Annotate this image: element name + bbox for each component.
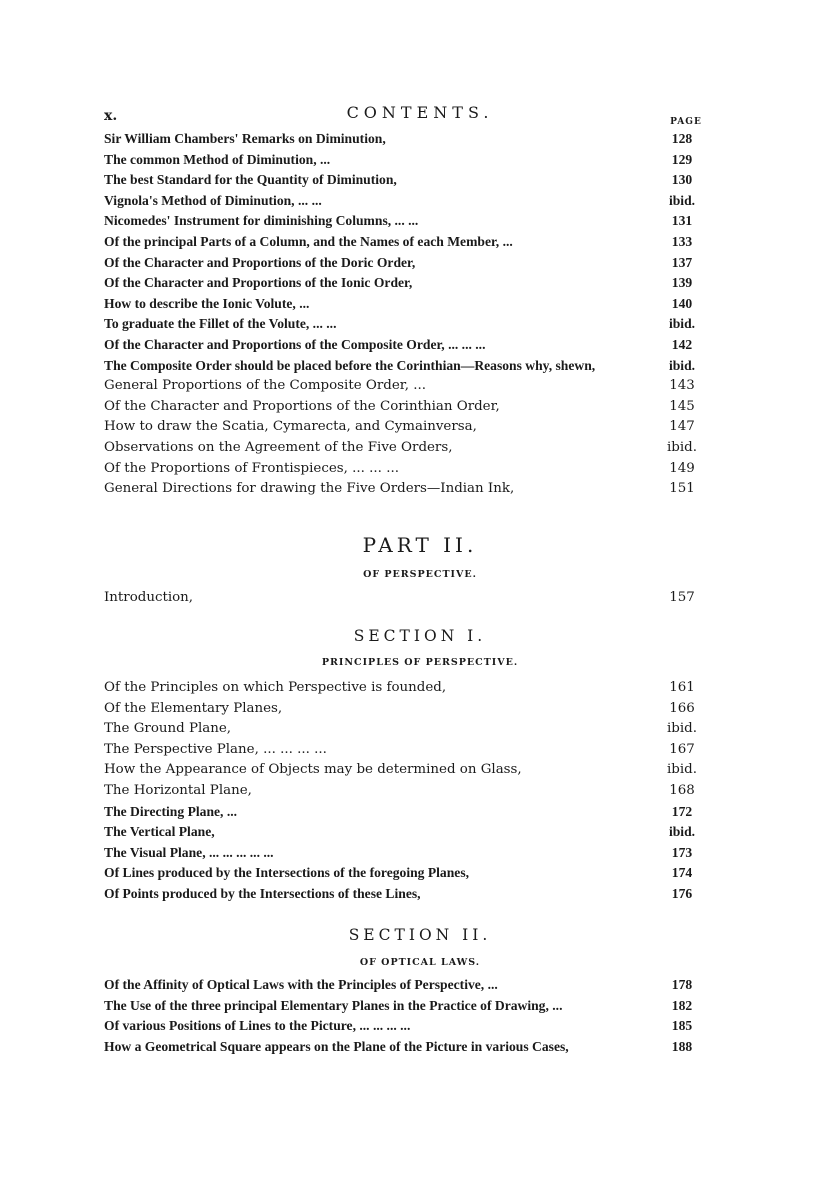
contents-entry [104,335,704,356]
entry-title: The Ground Plane, [104,721,232,737]
entry-page-number: 151 [669,481,695,497]
contents-entry [104,740,704,761]
contents-entry [104,843,704,864]
entry-page-number: 149 [669,460,695,476]
contents-entry [104,417,704,438]
entry-page-number: 172 [671,803,693,819]
entry-page-number: 188 [671,1038,693,1054]
contents-entry [104,1016,704,1037]
entry-title: The best Standard for the Quantity of Diminution, [104,172,397,188]
entry-page-number: ibid. [668,357,696,373]
contents-entry [104,863,704,884]
contents-entry [104,376,704,397]
contents-entry [104,760,704,781]
entry-title: The Composite Order should be placed before the Corinthian—Reasons why, shewn, [104,357,596,373]
contents-entry [104,397,704,418]
entry-title: How the Appearance of Objects may be determined on Glass, [104,762,522,778]
contents-entry [104,211,704,232]
entry-title: The common Method of Diminution, ... [104,151,331,167]
entry-title: The Horizontal Plane, [104,782,252,798]
entry-title: General Directions for drawing the Five Orders—Indian Ink, [104,481,515,497]
contents-entry [104,1037,704,1058]
entry-title: Introduction, [104,590,194,605]
entry-page-number: 131 [671,213,693,229]
entry-page-number: 157 [669,590,695,605]
contents-entry [104,170,704,191]
entry-title: Of the Proportions of Frontispieces, ... ... ... [104,460,399,476]
entry-title: Sir William Chambers' Remarks on Diminution, [104,131,386,146]
contents-entry [104,273,704,294]
contents-entry [104,975,704,996]
contents-entry [104,314,704,335]
folio-number: x. [104,108,118,124]
entry-page-number: 178 [671,977,693,992]
page-column-label: PAGE [670,117,702,127]
contents-entry [104,129,704,150]
contents-entry [104,822,704,843]
entry-title: Of various Positions of Lines to the Picture, ... ... ... ... [104,1018,411,1034]
entry-title: General Proportions of the Composite Order, ... [104,378,426,394]
entry-title: Vignola's Method of Diminution, ... ... [104,192,322,208]
entry-page-number: 185 [671,1018,693,1034]
entry-page-number: ibid. [668,316,696,332]
contents-entry [104,356,704,377]
entry-title: Of the Elementary Planes, [104,700,283,716]
entry-title: How to draw the Scatia, Cymarecta, and Cymainversa, [104,419,477,435]
entry-page-number: 142 [671,336,693,352]
section2-heading: SECTION II. [348,926,492,944]
section1-heading: SECTION I. [353,627,487,645]
contents-entry [104,588,704,609]
part-subheading: OF PERSPECTIVE. [363,569,477,580]
entry-page-number: 182 [671,997,693,1013]
part-heading: PART II. [362,533,478,557]
section2-subheading: OF OPTICAL LAWS. [359,957,481,968]
entry-page-number: 129 [671,151,693,167]
contents-list-part2 [104,588,704,609]
entry-title: How to describe the Ionic Volute, ... [104,295,310,311]
entry-title: Of the principal Parts of a Column, and the Names of each Member, ... [104,233,513,249]
contents-list-section1 [104,678,704,905]
contents-entry [104,678,704,699]
contents-entry [104,781,704,802]
entry-title: Nicomedes' Instrument for diminishing Columns, ... ... [104,213,419,229]
contents-entry [104,253,704,274]
entry-title: The Directing Plane, ... [104,803,238,819]
contents-entry [104,191,704,212]
entry-page-number: 139 [671,275,693,291]
entry-page-number: 143 [669,378,695,394]
section1-subheading: PRINCIPLES OF PERSPECTIVE. [321,657,519,668]
entry-title: How a Geometrical Square appears on the Plane of the Picture in various Cases, [104,1038,569,1054]
entry-title: Of Points produced by the Intersections of these Lines, [104,885,421,901]
contents-entry [104,996,704,1017]
entry-title: To graduate the Fillet of the Volute, ... ... [104,316,337,332]
entry-title: Of the Character and Proportions of the Corinthian Order, [104,398,500,414]
contents-entry [104,802,704,823]
contents-entry [104,699,704,720]
contents-list-section2 [104,975,704,1057]
entry-page-number: ibid. [667,721,697,737]
contents-entry [104,438,704,459]
entry-page-number: ibid. [667,762,697,778]
entry-title: Of the Affinity of Optical Laws with the Principles of Perspective, ... [104,977,498,992]
entry-page-number: 133 [671,233,693,249]
entry-page-number: 145 [669,398,695,414]
contents-entry [104,294,704,315]
contents-entry [104,232,704,253]
running-head: CONTENTS. [346,103,494,122]
entry-page-number: 168 [669,782,695,798]
entry-title: Observations on the Agreement of the Five Orders, [104,439,453,455]
entry-title: Of the Character and Proportions of the Composite Order, ... ... ... [104,336,486,352]
entry-page-number: 176 [671,885,693,901]
entry-title: Of the Character and Proportions of the Doric Order, [104,254,416,270]
entry-title: Of the Character and Proportions of the Ionic Order, [104,275,413,291]
entry-title: The Use of the three principal Elementary Planes in the Practice of Drawing, ... [104,997,563,1013]
contents-entry [104,459,704,480]
entry-page-number: ibid. [667,439,697,455]
contents-entry [104,884,704,905]
entry-page-number: 137 [671,254,693,270]
contents-entry [104,719,704,740]
contents-list-part1 [104,129,704,500]
entry-title: The Visual Plane, ... ... ... ... ... [104,844,274,860]
contents-entry [104,150,704,171]
entry-page-number: 166 [669,700,695,716]
entry-title: Of Lines produced by the Intersections of the foregoing Planes, [104,865,470,881]
entry-page-number: ibid. [668,824,696,840]
entry-page-number: ibid. [668,192,696,208]
entry-page-number: 161 [669,680,695,695]
contents-entry [104,479,704,500]
entry-title: Of the Principles on which Perspective is founded, [104,680,447,695]
entry-page-number: 174 [671,865,693,881]
entry-page-number: 167 [669,741,695,757]
entry-page-number: 173 [671,844,693,860]
entry-page-number: 147 [669,419,695,435]
entry-page-number: 140 [671,295,693,311]
entry-title: The Vertical Plane, [104,824,215,840]
entry-title: The Perspective Plane, ... ... ... ... [104,741,327,757]
entry-page-number: 130 [671,172,693,188]
entry-page-number: 128 [671,131,693,146]
